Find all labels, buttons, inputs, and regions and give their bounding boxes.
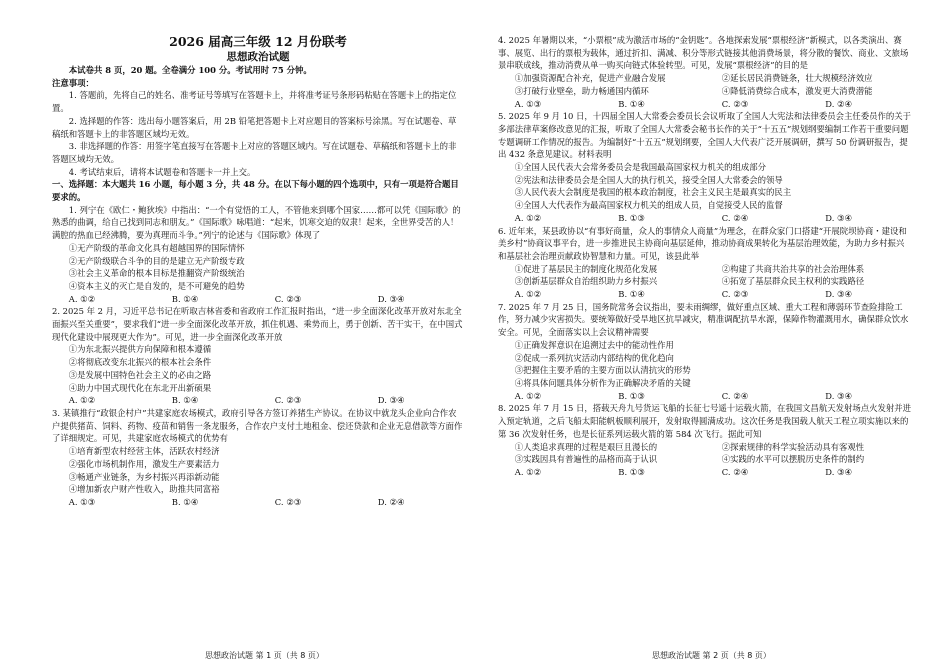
page-2-footer: 思想政治试题 第 2 页（共 8 页） — [652, 651, 771, 660]
option-a: A. ①② — [514, 390, 542, 401]
statement: ①全国人民代表大会常务委员会是我国最高国家权力机关的组成部分 — [514, 162, 767, 173]
option-a: A. ①② — [68, 293, 96, 304]
statement: ②延长居民消费链条，壮大规模经济效应 — [721, 73, 873, 84]
question-stem: 5. 2025 年 9 月 10 日，十四届全国人大常委会委员长会议听取了全国人大宪法和法律委员会主任委员作的关于多部法律草案修改意见的汇报，听取了全国人大常委会秘书长作的关于“十五五”规划纲要编制工作若干重要问题专题调研工作情况的报告。为编制好“十五五”规划纲要，全国人大代表广泛开展调研，撰写 50 份调研报告，提出 432 条意见建议。材料表明 — [498, 111, 912, 160]
option-a: A. ①② — [514, 289, 542, 300]
exam-title: 2026 届高三年级 12 月份联考 — [169, 34, 347, 49]
page-1 — [52, 34, 464, 509]
question-4 — [498, 34, 912, 110]
option-d: D. ③④ — [825, 289, 853, 300]
option-d: D. ③④ — [825, 212, 853, 223]
question-stem: 8. 2025 年 7 月 15 日，搭载天舟九号货运飞船的长征七号遥十运载火箭，在我国文昌航天发射场点火发射并进入预定轨道，之后飞船太阳能帆板顺利展开，发射取得圆满成功。这次任务是我国载人航天工程立项实施以来的第 36 次发射任务，也是长征系列运载火箭的第 584 次飞行。据此可知 — [498, 403, 912, 439]
statement: ④资本主义的灭亡是自发的，是不可避免的趋势 — [68, 280, 245, 291]
statement-row — [498, 275, 912, 288]
statement: ④拓宽了基层群众民主权利的实践路径 — [721, 276, 865, 287]
statement: ③是发展中国特色社会主义的必由之路 — [68, 369, 212, 380]
question-6 — [498, 225, 912, 301]
notes-heading: 注意事项： — [52, 77, 94, 88]
answer-options — [52, 496, 464, 509]
option-b: B. ①④ — [618, 289, 645, 300]
option-b: B. ①③ — [618, 466, 645, 477]
statement: ①无产阶级的革命文化具有超越国界的国际情怀 — [68, 242, 245, 253]
note-1: 1. 答题前，先将自己的姓名、准考证号等填写在答题卡上，并将准考证号条形码粘贴在答题卡上的指定位置。 — [52, 90, 457, 114]
section-heading: 一、选择题：本大题共 16 小题，每小题 3 分，共 48 分。在以下每小题的四个选项中，只有一项是符合题目要求的。 — [52, 179, 459, 203]
statement-row — [498, 441, 912, 454]
statement: ③畅通产业链条，为乡村振兴再添新动能 — [68, 471, 220, 482]
question-stem: 6. 近年来，某县政协以“有事好商量，众人的事情众人商量”为理念，在群众家门口搭建“开展院坝协商・建设和美乡村”协商议事平台，进一步推进民主协商向基层延伸，推动协商成果转化为基层治理效能，为助力乡村振兴和基层社会治理贡献政协智慧和力量。可见，该县此举 — [498, 225, 907, 261]
statement-row — [498, 263, 912, 276]
answer-options — [498, 466, 912, 479]
exam-intro: 本试卷共 8 页，20 题。全卷满分 100 分。考试用时 75 分钟。 — [68, 65, 312, 75]
question-7 — [498, 301, 912, 403]
answer-options — [52, 394, 464, 407]
note-4: 4. 考试结束后，请将本试题卷和答题卡一并上交。 — [68, 166, 256, 177]
option-c: C. ②④ — [721, 390, 749, 401]
statement: ③打破行业壁垒，助力畅通国内循环 — [514, 85, 649, 96]
option-c: C. ②④ — [721, 212, 749, 223]
option-c: C. ②③ — [274, 496, 302, 507]
option-a: A. ①② — [514, 466, 542, 477]
exam-subtitle: 思想政治试题 — [226, 51, 290, 63]
answer-options — [498, 98, 912, 111]
question-stem: 1. 列宁在《欧仁・鲍狄埃》中指出：“一个有觉悟的工人，不管他来到哪个国家……都可以凭《国际歌》的熟悉的曲调，给自己找到同志和朋友。”《国际歌》咏唱道：“起来，饥寒交迫的奴隶！起来，全世界受苦的人！满腔的热血已经沸腾，要为真理而斗争。”列宁的论述与《国际歌》体现了 — [52, 204, 461, 241]
option-b: B. ①③ — [618, 212, 645, 223]
option-d: D. ③④ — [377, 293, 405, 304]
statement: ④降低消费综合成本，激发更大消费潜能 — [721, 85, 873, 96]
answer-options — [498, 212, 912, 225]
option-a: A. ①② — [68, 395, 96, 406]
statement: ④全国人大代表作为最高国家权力机关的组成人员，自觉接受人民的监督 — [514, 200, 783, 211]
option-b: B. ①④ — [171, 293, 199, 304]
page-1-footer: 思想政治试题 第 1 页（共 8 页） — [205, 651, 324, 660]
option-a: A. ①② — [514, 212, 542, 223]
note-3: 3. 非选择题的作答：用签字笔直接写在答题卡上对应的答题区域内。写在试题卷、草稿纸和答题卡上的非答题区域均无效。 — [52, 141, 457, 164]
statement: ④实践的水平可以摆脱历史条件的制约 — [721, 454, 865, 465]
option-c: C. ②③ — [721, 98, 749, 109]
question-1 — [52, 204, 464, 306]
statement: ②构建了共商共治共享的社会治理体系 — [721, 263, 865, 274]
statement: ①促进了基层民主的制度化规范化发展 — [514, 263, 658, 274]
statement: ①加强资源配合补充，促进产业融合发展 — [514, 73, 666, 84]
answer-options — [498, 288, 912, 301]
statement: ③社会主义革命的根本目标是推翻资产阶级统治 — [68, 268, 245, 279]
answer-options — [498, 390, 912, 403]
statement: ①人类追求真理的过程是艰巨且漫长的 — [514, 441, 658, 452]
option-d: D. ③④ — [377, 395, 405, 406]
question-2 — [52, 305, 464, 407]
option-b: B. ①④ — [171, 496, 199, 507]
question-3 — [52, 407, 464, 509]
statement: ④增加新农户财产性收入，助推共同富裕 — [68, 484, 220, 495]
statement: ②探索规律的科学实验活动具有客观性 — [721, 441, 865, 452]
option-c: C. ②③ — [274, 293, 302, 304]
option-d: D. ②④ — [825, 98, 853, 109]
option-b: B. ①③ — [618, 390, 645, 401]
statement: ②无产阶级联合斗争的目的是建立无产阶级专政 — [68, 255, 245, 266]
note-2: 2. 选择题的作答：选出每小题答案后，用 2B 铅笔把答题卡上对应题目的答案标号涂黑。写在试题卷、草稿纸和答题卡上的非答题区域均无效。 — [52, 115, 457, 139]
option-d: D. ②④ — [377, 496, 405, 507]
statement: ②宪法和法律委员会是全国人大的执行机关，接受全国人大常委会的领导 — [514, 174, 783, 185]
question-stem: 7. 2025 年 7 月 25 日，国务院常务会议指出，要未雨绸缪，做好重点区域、重大工程和薄弱环节查险排险工作，努力减少灾害损失。要统筹做好受旱地区抗旱减灾，精准调配抗旱水源，保障作物灌溉用水，确保群众饮水安全。可见，全面落实以上会议精神需要 — [498, 301, 909, 338]
option-a: A. ①③ — [514, 98, 542, 109]
option-d: D. ③④ — [825, 390, 853, 401]
statement: ①正确发挥意识在追溯过去中的能动性作用 — [514, 339, 674, 350]
statement: ②促成一系列抗灾活动内部结构的优化趋向 — [514, 352, 674, 363]
option-c: C. ②④ — [721, 466, 749, 477]
statement: ③把握住主要矛盾的主要方面以认清抗灾的形势 — [514, 365, 691, 376]
option-c: C. ②③ — [721, 289, 749, 300]
statement: ③创新基层群众自治组织助力乡村振兴 — [514, 276, 658, 287]
statement: ④助力中国式现代化在东北开出新硕果 — [68, 382, 212, 393]
option-a: A. ①③ — [68, 496, 96, 507]
page-2 — [498, 34, 912, 479]
statement: ③人民代表大会制度是我国的根本政治制度，社会主义民主是最真实的民主 — [514, 187, 792, 198]
question-stem: 2. 2025 年 2 月，习近平总书记在听取吉林省委和省政府工作汇报时指出，“进一步全面深化改革开放对东北全面振兴至关重要”，要求我们“进一步全面深化改革开放，抓住机遇、乘势而上，勇于创新、苦干实干，在中国式现代化建设中展现更大作为”。可见，进一步全面深化改革开放 — [52, 306, 463, 342]
statement: ④将具体问题具体分析作为正确解决矛盾的关键 — [514, 377, 691, 388]
question-stem: 3. 某镇推行“政银企村户”共建家庭农场模式，政府引导各方签订养猪生产协议。在协议中就龙头企业向合作农户提供猪苗、饲料、药物、疫苗和销售一条龙服务，合作农户支付土地租金、偿还贷款和企业无息借款等方面作了详细规定。可见，共建家庭农场模式的优势有 — [52, 407, 463, 444]
option-c: C. ②③ — [274, 395, 302, 406]
statement: ①培育新型农村经营主体，活跃农村经济 — [68, 446, 220, 457]
option-d: D. ③④ — [825, 466, 853, 477]
question-8 — [498, 402, 912, 478]
option-b: B. ①④ — [618, 98, 645, 109]
question-stem: 4. 2025 年暑期以来，“小票根”成为激活市场的“金钥匙”。各地探索发展“票根经济”新模式，以各类演出、赛事、展览、出行的票根为载体，通过折扣、满减、积分等形式链接其他消费场景，将分散的餐饮、商业、文旅场景串联成线，推动消费从单一购买向链式体验转型。可见，发展“票根经济”的目的是 — [498, 35, 909, 71]
statement-row — [498, 453, 912, 466]
statement: ①为东北振兴提供方向保障和根本遵循 — [68, 344, 212, 355]
statement-row — [498, 85, 912, 98]
statement-row — [498, 72, 912, 85]
statement: ②将彻底改变东北振兴的根本社会条件 — [68, 357, 212, 368]
statement: ③实践因具有普遍性的品格而高于认识 — [514, 454, 658, 465]
option-b: B. ①④ — [171, 395, 199, 406]
statement: ②强化市场机制作用，激发生产要素活力 — [68, 458, 220, 469]
question-5 — [498, 110, 912, 224]
answer-options — [52, 293, 464, 306]
